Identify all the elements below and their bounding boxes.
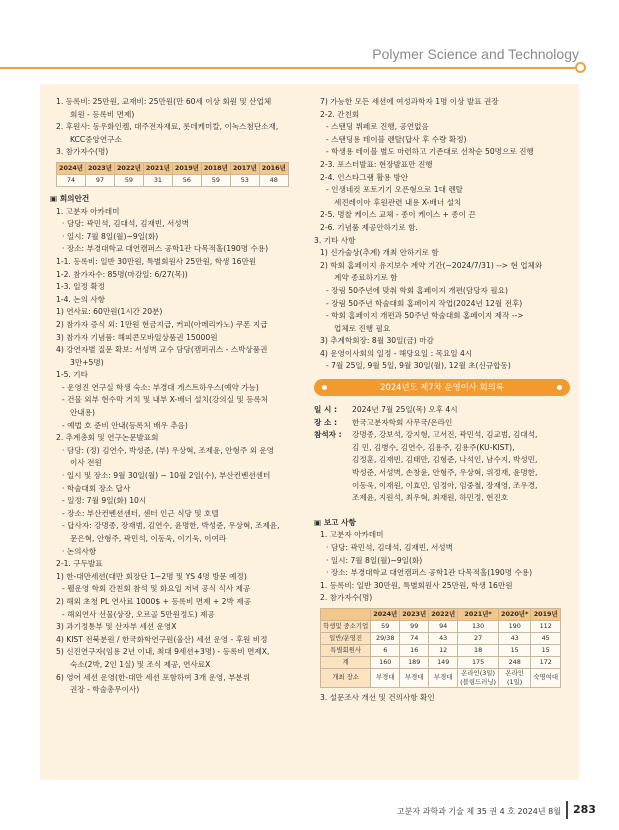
text-line: 3만+5명) — [70, 357, 104, 367]
table-cell: 172 — [531, 656, 561, 668]
text-line: 1. 등록비: 일반 30만원, 특별회원사 25만원, 학생 16만원 — [320, 580, 513, 590]
meeting-place-value: 한국고분자학회 사무국/온라인 — [352, 417, 453, 427]
text-line: 1-4. 논의 사항 — [56, 294, 105, 304]
table-header-cell: 2018년 — [201, 162, 230, 174]
meeting-place-label: 장 소 : — [314, 417, 337, 427]
table-cell: 15 — [499, 644, 531, 656]
text-line: 1. 고분자 아카데미 — [320, 530, 384, 540]
table-cell: 27 — [458, 632, 499, 644]
attendees-line: 김정훈, 김재빈, 김태만, 김형준, 나석인, 남수지, 박성민, — [352, 455, 538, 465]
meeting-attendees-row — [314, 429, 570, 505]
text-line: - 학생용 테이블 별도 마련하고 기존대로 선착순 50명으로 진행 — [326, 147, 534, 157]
table-row — [321, 668, 561, 687]
text-line: - 장림 50주년 학술대회 홈페이지 작업(2024년 12월 전후) — [326, 298, 523, 308]
table-cell: 온라인(3일) (블링드러닝) — [458, 668, 499, 687]
table-cell: 부경대 — [371, 668, 400, 687]
text-line: - 해외연사 선물(상장, 오르골 5만원정도) 제공 — [62, 609, 215, 619]
table-header-cell: 2021년 — [143, 162, 172, 174]
meeting-banner — [314, 379, 570, 396]
meeting-date-row — [314, 404, 570, 417]
attendees-line: 이동욱, 이재원, 이효민, 임정아, 임중철, 장재영, 조우경, — [352, 480, 538, 490]
table-row — [321, 632, 561, 644]
banner-dot-icon — [322, 385, 327, 390]
text-line: 3) 추계학회장: 8월 30일(금) 마감 — [320, 336, 434, 346]
text-line: 권장 - 학술총무이사) — [70, 685, 140, 695]
table-cell: 74 — [57, 174, 86, 186]
text-line: 이사 전원 — [70, 458, 102, 468]
text-line: · 담당: 곽민석, 김대석, 김재빈, 서성벽 — [326, 543, 453, 552]
text-line: 4) KIST 전북분원 / 한국화학연구원(울산) 세션 운영 - 후원 비정 — [56, 634, 268, 644]
table-cell: 18 — [458, 644, 499, 656]
text-line: 2. 추계총회 및 연구논문발표회 — [56, 433, 159, 443]
text-line: · 담당: 곽민석, 김대석, 김재빈, 서성벽 — [62, 219, 189, 229]
row-header-cell: 계 — [321, 656, 371, 668]
table-header-cell: 2024년 — [371, 608, 400, 620]
meeting-date-label: 일 시 : — [314, 405, 337, 415]
table-cell: 59 — [114, 174, 143, 186]
text-line: 1) 한-대만세션(대만 회장단 1~2명 및 YS 4명 방문 예정) — [56, 571, 247, 581]
text-line: - 장림 50주년에 맞춰 학회 홈페이지 개편(담당자 필요) — [326, 285, 508, 295]
table-header-cell: 2019년 — [531, 608, 561, 620]
table-header-cell: 2021년* — [458, 608, 499, 620]
table-row — [321, 644, 561, 656]
text-line: 1-3. 일정 확정 — [56, 282, 105, 292]
table-cell: 48 — [259, 174, 288, 186]
table-cell: 온라인 (1일) — [499, 668, 531, 687]
section-heading-agenda: ▣ 회의안건 — [50, 193, 90, 203]
text-line: 회원 - 등록비 면제) — [70, 109, 135, 119]
text-line: 3. 참가자수(명) — [56, 147, 109, 157]
text-line: · 일시: 7월 8일(월)~9일(화) — [326, 555, 423, 565]
journal-title: Polymer Science and Technology — [372, 46, 579, 62]
text-line: 2) 학회 홈페이지 유지보수 계약 기간(~2024/7/31) --> 현 업체와 — [320, 260, 543, 270]
table-cell: 74 — [400, 632, 429, 644]
meeting-attendees-label: 참석자 : — [314, 430, 342, 440]
text-line: 2-3. 포스터발표: 현장발표만 진행 — [320, 159, 433, 169]
text-line: 5) 신진연구자(임용 2년 이내, 최대 9세션+3명) - 등록비 면제X, — [56, 647, 270, 657]
table-header-row — [321, 608, 561, 620]
row-header-cell: 일반/운영진 — [321, 632, 371, 644]
table-cell: 부경대 — [429, 668, 458, 687]
text-line: - 운영진 연구실 학생 숙소: 부경대 게스트하우스(예약 가능) — [62, 382, 259, 392]
table-header-cell: 2017년 — [230, 162, 259, 174]
text-line: - 웰운영 학회 간친회 참석 및 화요일 저녁 공식 식사 제공 — [62, 584, 251, 594]
footer-divider — [566, 801, 568, 819]
text-line: 4) 강연자별 질문 확보: 서성벽 교수 담당(캠퍼귀스 - 스박상품권 — [56, 345, 268, 355]
table-header-cell: 2016년 — [259, 162, 288, 174]
attendees-line: 강명종, 강보석, 강지형, 고서진, 곽민석, 김교범, 김대석, — [352, 430, 538, 440]
table-header-cell: 2022년 — [114, 162, 143, 174]
text-line: 1. 등록비: 25만원, 교재비: 25만원(만 60세 이상 회원 및 산업체 — [56, 97, 272, 106]
row-header-cell: 학생및 중소기업 — [321, 620, 371, 632]
row-header-cell: 개최 장소 — [321, 668, 371, 687]
row-header-cell: 특별회원사 — [321, 644, 371, 656]
text-line: 업체로 진행 필요 — [334, 323, 391, 333]
text-line: · 장소: 부경대학교 대연캠퍼스 공학1관 다목적홀(190명 수용) — [326, 568, 533, 578]
text-line: 6) 영어 세션 운영(한-대만 세션 포함하여 3개 운영, 부분위 — [56, 672, 251, 682]
table-header-cell: 2022년 — [429, 608, 458, 620]
table-header-cell: 2024년 — [57, 162, 86, 174]
table-cell: 56 — [172, 174, 201, 186]
text-line: 3) 과기정통부 및 산자부 세션 운영X — [56, 622, 177, 632]
meeting-attendees-list — [352, 429, 537, 505]
table-cell: 15 — [531, 644, 561, 656]
text-line: 2. 후원사: 동우화인켐, 대주전자재료, 롯데케미칼, 이녹스첨단소재, — [56, 122, 279, 132]
text-line: 2. 참가자수(명) — [320, 593, 373, 603]
text-line: - 답사자: 강명종, 장재범, 김연수, 윤명한, 박성준, 우상혁, 조제윤, — [62, 521, 280, 531]
attendees-line: 박성준, 서성벽, 손창윤, 안형주, 우상혁, 위정재, 윤명한, — [352, 468, 538, 478]
footer-journal-info: 고분자 과학과 기술 제 35 권 4 호 2024년 8월 — [396, 807, 561, 816]
text-line: · 학술대회 장소 답사 — [62, 483, 131, 493]
text-line: · 일시: 7월 8일(월)~9일(화) — [62, 231, 159, 241]
text-line: - 건물 외부 현수막 거치 및 내부 X-배너 설치(강의실 및 등록처 — [62, 395, 269, 405]
text-line: 2) 해외 초청 PL 연사료 1000$ + 등록비 면제 + 2박 제공 — [56, 596, 251, 606]
text-line: 문은혁, 안형주, 곽민석, 이동욱, 이기욱, 이여라 — [70, 534, 227, 543]
text-line: KCC중앙연구소 — [70, 134, 122, 144]
table-row — [57, 174, 289, 186]
text-line: · 장소: 부경대학교 대연캠퍼스 공학1관 다목적홀(190명 수용) — [62, 244, 269, 254]
text-line: 1-2. 참가자수: 85명(마감일: 6/27(목)) — [56, 269, 188, 279]
text-line: 3. 설문조사 개선 및 건의사항 확인 — [320, 692, 435, 702]
text-line: 2) 참가자 증식 외: 1만원 현금지급, 커피(아메리카노) 쿠폰 지급 — [56, 319, 268, 329]
section-heading-report: ▣ 보고 사항 — [314, 517, 356, 527]
meeting-info — [314, 404, 570, 505]
header-circle-ornament — [575, 62, 586, 73]
text-line: 2-5. 명찰 케이스 교체 - 종이 케이스 + 종이 끈 — [320, 210, 476, 220]
table-cell: 190 — [499, 620, 531, 632]
table-cell: 160 — [371, 656, 400, 668]
table-cell: 130 — [458, 620, 499, 632]
text-line: - 인생네컷 포토기기 오픈형으로 1대 렌탈 — [326, 185, 464, 195]
right-column — [314, 96, 570, 705]
left-column — [50, 96, 302, 697]
table-cell: 12 — [429, 644, 458, 656]
table-cell: 29/38 — [371, 632, 400, 644]
text-line: 3. 기타 사항 — [314, 235, 356, 245]
banner-dot-icon — [557, 385, 562, 390]
table-cell: 43 — [429, 632, 458, 644]
table-cell: 6 — [371, 644, 400, 656]
text-line: 2-1. 구두발표 — [56, 559, 103, 569]
report-lines — [314, 529, 570, 605]
text-line: - 스탠딩 뷔페로 진행, 공연없음 — [326, 122, 429, 132]
table-cell: 31 — [143, 174, 172, 186]
table-cell: 149 — [429, 656, 458, 668]
text-line: - 7월 25일, 9월 5일, 9월 30일(월), 12월 초(신규합동) — [326, 361, 511, 371]
table-header-cell: 2019년 — [172, 162, 201, 174]
text-line: 1-1. 등록비: 일반 30만원, 특별회원사 25만원, 학생 16만원 — [56, 256, 257, 266]
meeting-place-row — [314, 417, 570, 430]
report-participants-table — [320, 608, 561, 688]
text-line: - 예법 호 준비 안내(등록처 배우 추음) — [62, 420, 188, 430]
table-cell: 부경대 — [400, 668, 429, 687]
text-line: 안내용) — [70, 408, 95, 418]
participants-table — [56, 162, 289, 187]
text-line: 4) 운영이사회의 일정 - 해당요일 : 목요일 4시 — [320, 348, 473, 358]
table-cell: 53 — [230, 174, 259, 186]
table-cell: 45 — [531, 632, 561, 644]
table-row — [321, 656, 561, 668]
table-header-cell: 2023년 — [400, 608, 429, 620]
table-cell: 59 — [201, 174, 230, 186]
text-line: 1. 고분자 아카데미 — [56, 206, 120, 216]
table-cell: 43 — [499, 632, 531, 644]
text-line: 1) 연사료: 60만원(1시간 20분) — [56, 307, 163, 317]
header-rule — [0, 67, 575, 69]
table-cell: 248 — [499, 656, 531, 668]
text-line: · 일시 및 장소: 9월 30일(월) ~ 10월 2일(수), 부산컨벤션센터 — [62, 471, 271, 481]
table-header-cell: 2020년* — [499, 608, 531, 620]
table-cell: 94 — [429, 620, 458, 632]
text-line: 1-5. 기타 — [56, 370, 88, 380]
table-cell: 112 — [531, 620, 561, 632]
agenda-lines — [50, 206, 302, 697]
right-top-lines — [314, 96, 570, 373]
page-number: 283 — [573, 803, 596, 816]
banner-title: 2024년도 제7차 운영이사 회의록 — [380, 382, 504, 393]
attendees-line: 김 민, 김병수, 김연수, 김용주, 김용주(KU-KIST), — [352, 442, 515, 452]
text-line: · 논의사항 — [62, 546, 97, 556]
table-cell: 16 — [400, 644, 429, 656]
text-line: 3) 참가자 기념품: 해피콘모바일상품권 15000원 — [56, 332, 218, 342]
meeting-date-value: 2024년 7월 25일(목) 오후 4시 — [352, 405, 458, 415]
table-header-cell — [321, 608, 371, 620]
text-line: - 장소: 부산컨벤션센터, 센터 인근 식당 및 호텔 — [62, 508, 219, 518]
text-line: · 담당: (정) 김연수, 박성준, (부) 우상혁, 조제윤, 안형주 외 운영 — [62, 445, 274, 455]
left-top-lines — [50, 96, 302, 159]
table-cell: 175 — [458, 656, 499, 668]
text-line: 2-6. 기념품 제공안하기로 함. — [320, 222, 418, 232]
table-cell: 97 — [85, 174, 114, 186]
text-line: 1) 신가술상(추계) 개최 안하기로 함 — [320, 248, 439, 258]
text-line: 2-4. 인스타그램 활용 방안 — [320, 172, 409, 182]
text-line: - 일정: 7월 9일(화) 10시 — [62, 496, 147, 506]
table-cell: 숙명여대 — [531, 668, 561, 687]
text-line: 세진레이아 후원관련 내용 X-배너 설치 — [334, 197, 462, 207]
table-header-row — [57, 162, 289, 174]
table-cell: 189 — [400, 656, 429, 668]
text-line: 숙소(2박, 2인 1실) 및 조식 제공, 연사료X — [70, 659, 211, 669]
table-cell: 99 — [400, 620, 429, 632]
text-line: 7) 가능한 모든 세션에 여성과학자 1명 이상 발표 권장 — [320, 97, 499, 106]
text-line: 계약 종료하기로 함 — [334, 273, 398, 283]
text-line: - 학회 홈페이지 개편과 50주년 학술대회 홈페이지 제작 --> — [326, 311, 524, 321]
table-header-cell: 2023년 — [85, 162, 114, 174]
table-cell: 59 — [371, 620, 400, 632]
text-line: 2-2. 간친회 — [320, 109, 360, 119]
table-row — [321, 620, 561, 632]
text-line: - 스탠딩용 테이블 렌탈(답사 후 수량 확정) — [326, 134, 467, 144]
attendees-line: 조제윤, 지원석, 최우혁, 최재원, 하민정, 현진호 — [352, 493, 509, 503]
